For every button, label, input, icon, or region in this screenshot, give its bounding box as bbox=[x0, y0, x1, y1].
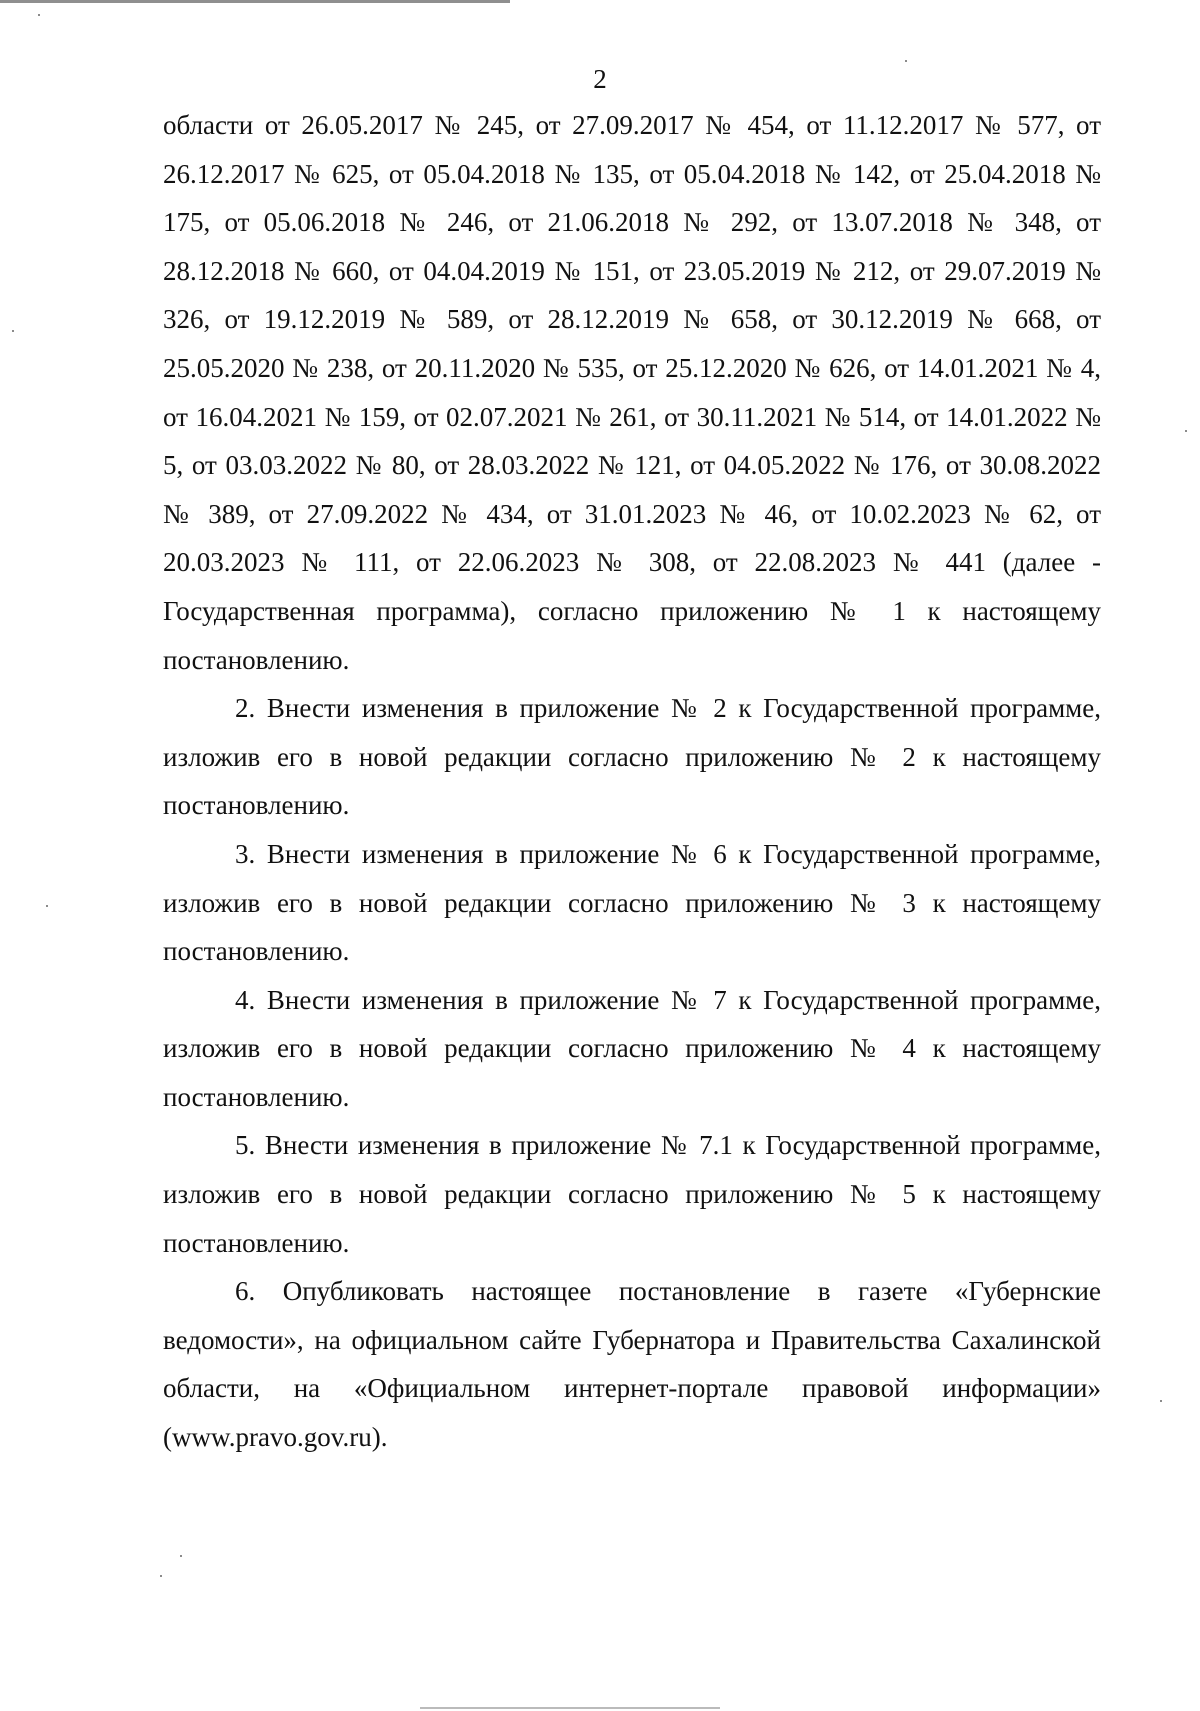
paragraph-3: 3. Внести изменения в приложение № 6 к Государственной программе, изложив его в новой редакции согласно приложению № 3 к настоящему постановлению. bbox=[163, 838, 1101, 967]
paragraph-2: 2. Внести изменения в приложение № 2 к Государственной программе, изложив его в новой редакции согласно приложению № 2 к настоящему постановлению. bbox=[163, 693, 1101, 821]
document-body bbox=[163, 101, 1101, 1462]
scan-speck bbox=[12, 330, 14, 332]
scan-speck bbox=[160, 1575, 162, 1577]
scan-edge-bottom bbox=[420, 1707, 720, 1709]
paragraph-1-continuation: области от 26.05.2017 № 245, от 27.09.2017 № 454, от 11.12.2017 № 577, от 26.12.2017 № 625, от 05.04.2018 № 135, от 05.04.2018 № 142, от 25.04.2018 № 175, от 05.06.2018 № 246, от 21.06.2018 № 292, от 13.07.2018 № 348, от 28.12.2018 № 660, от 04.04.2019 № 151, от 23.05.2019 № 212, от 29.07.2019 № 326, от 19.12.2019 № 589, от 28.12.2019 № 658, от 30.12.2019 № 668, от 25.05.2020 № 238, от 20.11.2020 № 535, от 25.12.2020 № 626, от 14.01.2021 № 4, от 16.04.2021 № 159, от 02.07.2021 № 261, от 30.11.2021 № 514, от 14.01.2022 № 5, от 03.03.2022 № 80, от 28.03.2022 № 121, от 04.05.2022 № 176, от 30.08.2022 № 389, от 27.09.2022 № 434, от 31.01.2023 № 46, от 10.02.2023 № 62, от 20.03.2023 № 111, от 22.06.2023 № 308, от 22.08.2023 № 441 (далее - Государственная программа), согласно приложению № 1 к настоящему постановлению. bbox=[163, 110, 1101, 675]
page-number: 2 bbox=[593, 64, 607, 94]
scan-speck bbox=[1185, 430, 1187, 432]
paragraph-5: 5. Внести изменения в приложение № 7.1 к Государственной программе, изложив его в новой редакции согласно приложению № 5 к настоящему постановлению. bbox=[163, 1130, 1101, 1258]
scan-speck bbox=[38, 14, 40, 16]
scan-edge-top bbox=[0, 0, 1200, 3]
paragraph-6: 6. Опубликовать настоящее постановление в газете «Губернские ведомости», на официальном сайте Губернатора и Правительства Сахалинской области, на «Официальном интернет-портале правовой информации» (www.pravo.gov.ru). bbox=[163, 1276, 1101, 1453]
scan-speck bbox=[180, 1555, 182, 1557]
scan-speck bbox=[1160, 1400, 1162, 1402]
scan-speck bbox=[46, 905, 48, 907]
scan-speck bbox=[905, 60, 907, 62]
paragraph-4: 4. Внести изменения в приложение № 7 к Государственной программе, изложив его в новой редакции согласно приложению № 4 к настоящему постановлению. bbox=[163, 984, 1101, 1112]
